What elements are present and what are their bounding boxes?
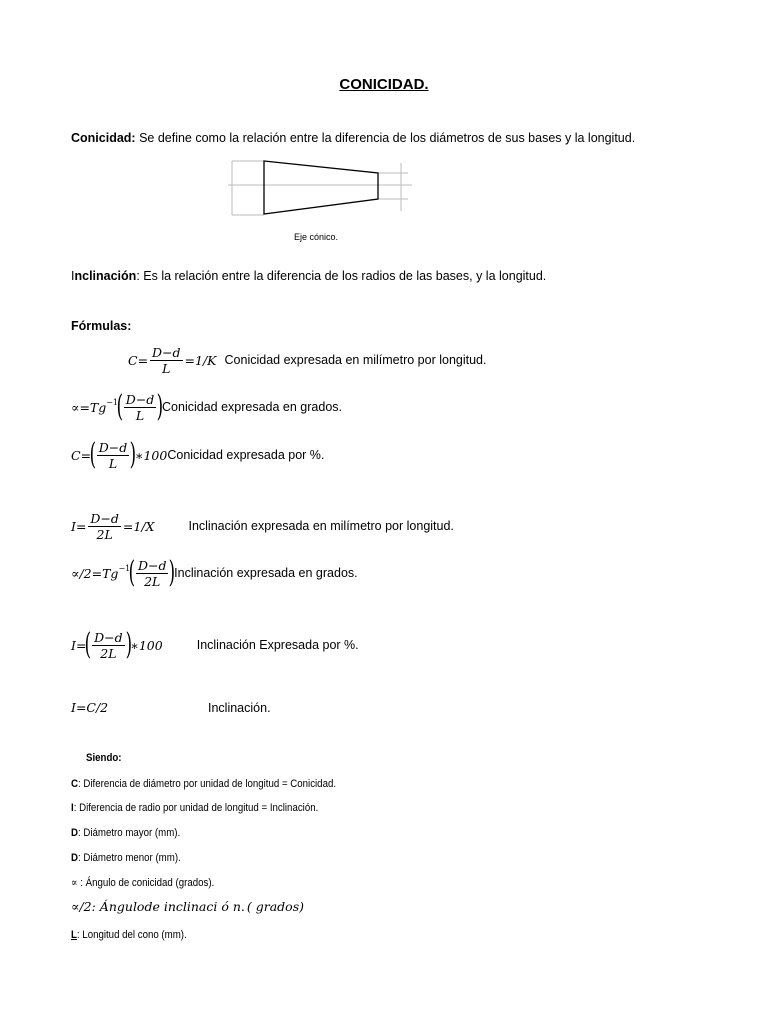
definition-symbol: I	[71, 802, 74, 814]
formula-5-lhs: ∝/2=Tg	[71, 565, 119, 581]
formula-4-num: D−d	[90, 510, 119, 526]
formula-5-num: D−d	[137, 557, 167, 573]
formula-6-rhs: ∗100	[130, 637, 163, 653]
conicidad-definition	[71, 131, 635, 145]
formula-6-den: 2L	[100, 645, 117, 661]
conicidad-term: Conicidad:	[71, 131, 136, 145]
definition-alpha	[71, 876, 214, 889]
definition-text: : Diferencia de diámetro por unidad de longitud = Conicidad.	[77, 778, 337, 790]
formula-4-rhs: =1/X	[122, 518, 155, 534]
inclinacion-definition	[71, 269, 546, 283]
inclinacion-term: nclinación	[74, 269, 137, 283]
formula-1-lhs: C=	[128, 352, 149, 368]
page-title: CONICIDAD.	[339, 76, 429, 93]
definition-symbol: L	[71, 929, 77, 941]
formula-1-num: D−d	[152, 344, 181, 360]
definition-c	[71, 778, 336, 790]
formula-1-den: L	[162, 360, 171, 376]
formula-4-lhs: I=	[71, 518, 87, 534]
formula-3-lhs: C=	[71, 447, 92, 463]
definition-l	[71, 929, 187, 941]
definition-symbol: C	[71, 778, 78, 790]
formula-4-den: 2L	[96, 526, 113, 542]
formula-6-num: D−d	[94, 629, 123, 645]
formula-4-desc: Inclinación expresada en milímetro por longitud.	[188, 519, 454, 533]
inclinacion-term-first: I	[71, 269, 75, 283]
formulas-heading: Fórmulas:	[71, 319, 132, 333]
definition-text: : Diferencia de radio por unidad de longitud = Inclinación.	[73, 802, 319, 814]
definition-text: : Diámetro menor (mm).	[77, 852, 181, 864]
formula-2-lhs: ∝=Tg	[71, 399, 107, 415]
formula-5-den: 2L	[144, 573, 161, 589]
definition-d-major	[71, 827, 180, 839]
formula-5-exp: −1	[118, 563, 131, 573]
formula-2: ∝=Tg $^{-1}$ ( $\frac{D-d}{L}$ ) Conicidad expresada en grados.	[71, 389, 342, 424]
formula-2-den: L	[135, 407, 145, 423]
formula-6-lhs: I=	[71, 637, 87, 653]
formula-2-exp: −1	[106, 397, 119, 407]
inclinacion-text: : Es la relación entre la diferencia de los radios de las bases, y la longitud.	[136, 269, 547, 283]
siendo-heading: Siendo:	[86, 752, 122, 764]
formula-1	[128, 343, 486, 377]
definition-text: : Ángulo de conicidad (grados).	[77, 877, 215, 889]
formula-5: ∝/2=Tg $^{-1}$ ( $\frac{D-d}{2L}$ ) Inclinación expresada en grados.	[71, 555, 358, 590]
formula-3-rhs: ∗100	[134, 447, 168, 463]
definition-text: : Longitud del cono (mm).	[76, 929, 187, 941]
formula-7-expr: I=C/2	[71, 700, 109, 715]
definition-symbol: ∝	[71, 876, 78, 889]
formula-1-rhs: =1/K	[184, 352, 217, 368]
definition-symbol: ∝/2: Ángulode inclinaci ó n.	[71, 899, 245, 914]
definition-d-minor	[71, 852, 181, 864]
conical-shaft-figure	[228, 155, 414, 221]
figure-caption: Eje cónico.	[294, 232, 339, 242]
definition-symbol: D	[71, 827, 78, 839]
formula-2-desc: Conicidad expresada en grados.	[162, 400, 342, 414]
formula-2-num: D−d	[125, 391, 155, 407]
definition-text: ( grados)	[246, 899, 304, 914]
formula-1-desc: Conicidad expresada en milímetro por longitud.	[224, 353, 487, 367]
formula-5-desc: Inclinación expresada en grados.	[174, 566, 358, 580]
definition-alpha-half	[71, 899, 304, 914]
definition-symbol: D	[71, 852, 78, 864]
conicidad-text: Se define como la relación entre la diferencia de los diámetros de sus bases y la longitud.	[135, 131, 636, 145]
formula-3: C= ( $\frac{D-d}{L}$ ) ∗100 Conicidad expresada por %.	[71, 437, 325, 472]
formula-4	[71, 509, 454, 543]
formula-3-den: L	[108, 455, 118, 471]
cone-outline	[264, 161, 378, 214]
formula-6: I= ( $\frac{D-d}{2L}$ ) ∗100 Inclinación Expresada por %.	[71, 627, 359, 662]
definition-i	[71, 802, 318, 814]
definition-text: : Diámetro mayor (mm).	[77, 827, 181, 839]
formula-7-desc: Inclinación.	[208, 701, 271, 715]
formula-3-num: D−d	[98, 439, 128, 455]
formula-6-desc: Inclinación Expresada por %.	[196, 638, 359, 652]
formula-3-desc: Conicidad expresada por %.	[167, 448, 325, 462]
